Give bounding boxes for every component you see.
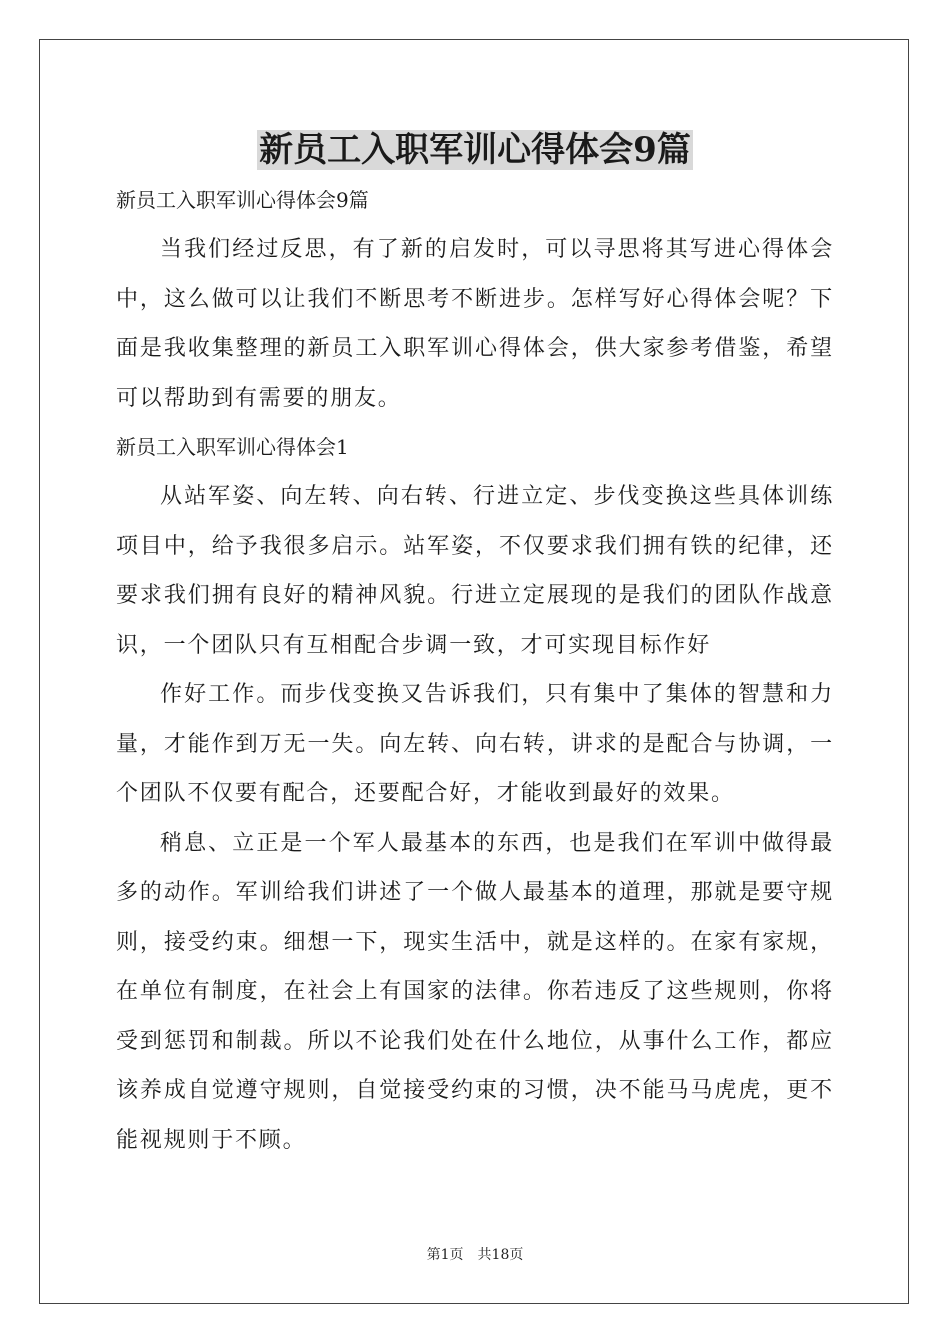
intro-paragraph: 当我们经过反思，有了新的启发时，可以寻思将其写进心得体会中，这么做可以让我们不断思考不断进步。怎样写好心得体会呢？下面是我收集整理的新员工入职军训心得体会，供大家参考借鉴，希望可以帮助到有需要的朋友。 xyxy=(116,237,834,411)
body-paragraph-2: 作好工作。而步伐变换又告诉我们，只有集中了集体的智慧和力量，才能作到万无一失。向左转、向右转，讲求的是配合与协调，一个团队不仅要有配合，还要配合好，才能收到最好的效果。 xyxy=(116,682,834,806)
section-heading: 新员工入职军训心得体会1 xyxy=(116,435,349,459)
document-body xyxy=(116,176,834,1165)
body-paragraph-3: 稍息、立正是一个军人最基本的东西，也是我们在军训中做得最多的动作。军训给我们讲述了一个做人最基本的道理，那就是要守规则，接受约束。细想一下，现实生活中，就是这样的。在家有家规，在单位有制度，在社会上有国家的法律。你若违反了这些规则，你将受到惩罚和制裁。所以不论我们处在什么地位，从事什么工作，都应该养成自觉遵守规则，自觉接受约束的习惯，决不能马马虎虎，更不能视规则于不顾。 xyxy=(116,830,834,1153)
page-footer xyxy=(0,1245,950,1265)
document-title-text: 新员工入职军训心得体会9篇 xyxy=(259,130,691,170)
document-subtitle: 新员工入职军训心得体会9篇 xyxy=(116,188,369,212)
page-number: 第1页 xyxy=(426,1247,464,1263)
document-title xyxy=(0,126,950,174)
body-paragraph-1: 从站军姿、向左转、向右转、行进立定、步伐变换这些具体训练项目中，给予我很多启示。站军姿，不仅要求我们拥有铁的纪律，还要求我们拥有良好的精神风貌。行进立定展现的是我们的团队作战意识，一个团队只有互相配合步调一致，才可实现目标作好 xyxy=(116,484,834,658)
page-total: 共18页 xyxy=(477,1247,524,1263)
